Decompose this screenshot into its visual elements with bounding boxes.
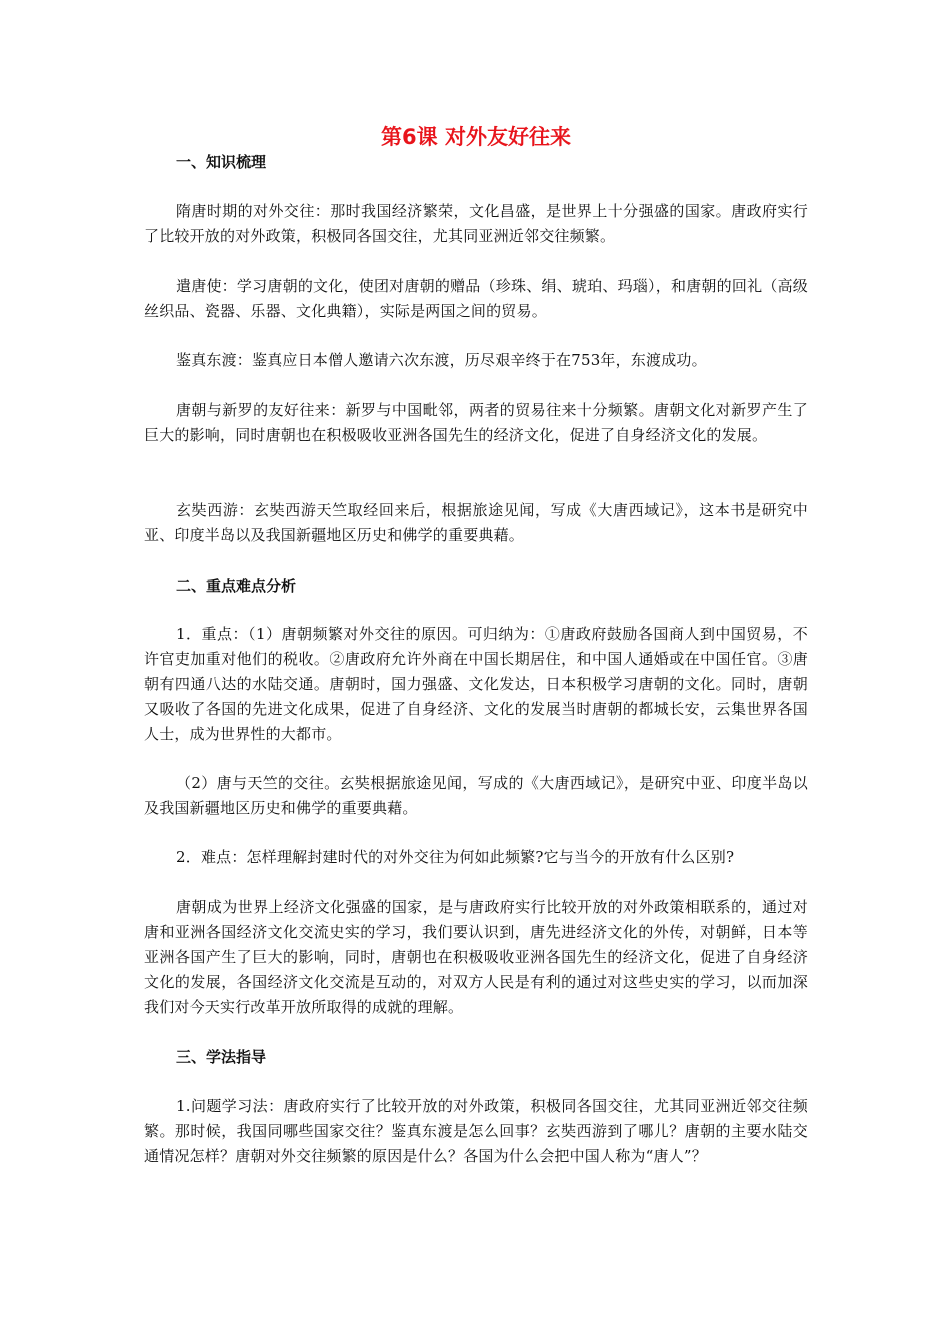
paragraph-sui-tang-diplomacy: 隋唐时期的对外交往：那时我国经济繁荣，文化昌盛，是世界上十分强盛的国家。唐政府实行了比较开放的对外政策，积极同各国交往，尤其同亚洲近邻交往频繁。 [144, 202, 808, 245]
paragraph-silla: 唐朝与新罗的友好往来：新罗与中国毗邻，两者的贸易往来十分频繁。唐朝文化对新罗产生了巨大的影响，同时唐朝也在积极吸收亚洲各国先生的经济文化，促进了自身经济文化的发展。 [144, 401, 808, 444]
paragraph-difficulty-explanation: 唐朝成为世界上经济文化强盛的国家，是与唐政府实行比较开放的对外政策相联系的，通过对唐和亚洲各国经济文化交流史实的学习，我们要认识到，唐先进经济文化的外传，对朝鲜，日本等亚洲各国产生了巨大的影响，同时，唐朝也在积极吸收亚洲各国先生的经济文化，促进了自身经济文化的发展，各国经济文化交流是互动的，对双方人民是有利的通过对这些史实的学习，以而加深我们对今天实行改革开放所取得的成就的理解。 [144, 898, 808, 1016]
section-heading-study-method: 三、学法指导 [176, 1048, 267, 1066]
paragraph-envoys-to-tang: 遣唐使：学习唐朝的文化，使团对唐朝的赠品（珍珠、绢、琥珀、玛瑙），和唐朝的回礼（高级丝织品、瓷器、乐器、文化典籍），实际是两国之间的贸易。 [144, 277, 808, 320]
paragraph-xuanzang: 玄奘西游：玄奘西游天竺取经回来后，根据旅途见闻，写成《大唐西域记》，这本书是研究中亚、印度半岛以及我国新疆地区历史和佛学的重要典藉。 [144, 501, 808, 544]
paragraph-key-point-1: 1．重点：（1）唐朝频繁对外交往的原因。可归纳为：①唐政府鼓励各国商人到中国贸易，不许官吏加重对他们的税收。②唐政府允许外商在中国长期居住，和中国人通婚或在中国任官。③唐朝有四通八达的水陆交通。唐朝时，国力强盛、文化发达，日本积极学习唐朝的文化。同时，唐朝又吸收了各国的先进文化成果，促进了自身经济、文化的发展当时唐朝的都城长安，云集世界各国人士，成为世界性的大都市。 [144, 625, 808, 743]
section-heading-key-points: 二、重点难点分析 [176, 577, 297, 595]
paragraph-key-point-2: （2）唐与天竺的交往。玄奘根据旅途见闻，写成的《大唐西域记》，是研究中亚、印度半岛以及我国新疆地区历史和佛学的重要典藉。 [144, 774, 808, 817]
paragraph-study-method-1: 1.问题学习法：唐政府实行了比较开放的对外政策，积极同各国交往，尤其同亚洲近邻交往频繁。那时候，我国同哪些国家交往？鉴真东渡是怎么回事？玄奘西游到了哪儿？唐朝的主要水陆交通情况怎样？唐朝对外交往频繁的原因是什么？各国为什么会把中国人称为“唐人”？ [144, 1097, 808, 1165]
paragraph-jianzhen: 鉴真东渡：鉴真应日本僧人邀请六次东渡，历尽艰辛终于在753年，东渡成功。 [176, 351, 707, 369]
page-title: 第6课 对外友好往来 [381, 125, 571, 149]
section-heading-knowledge: 一、知识梳理 [176, 153, 267, 171]
paragraph-difficulty: 2．难点：怎样理解封建时代的对外交往为何如此频繁?它与当今的开放有什么区别? [176, 848, 735, 866]
